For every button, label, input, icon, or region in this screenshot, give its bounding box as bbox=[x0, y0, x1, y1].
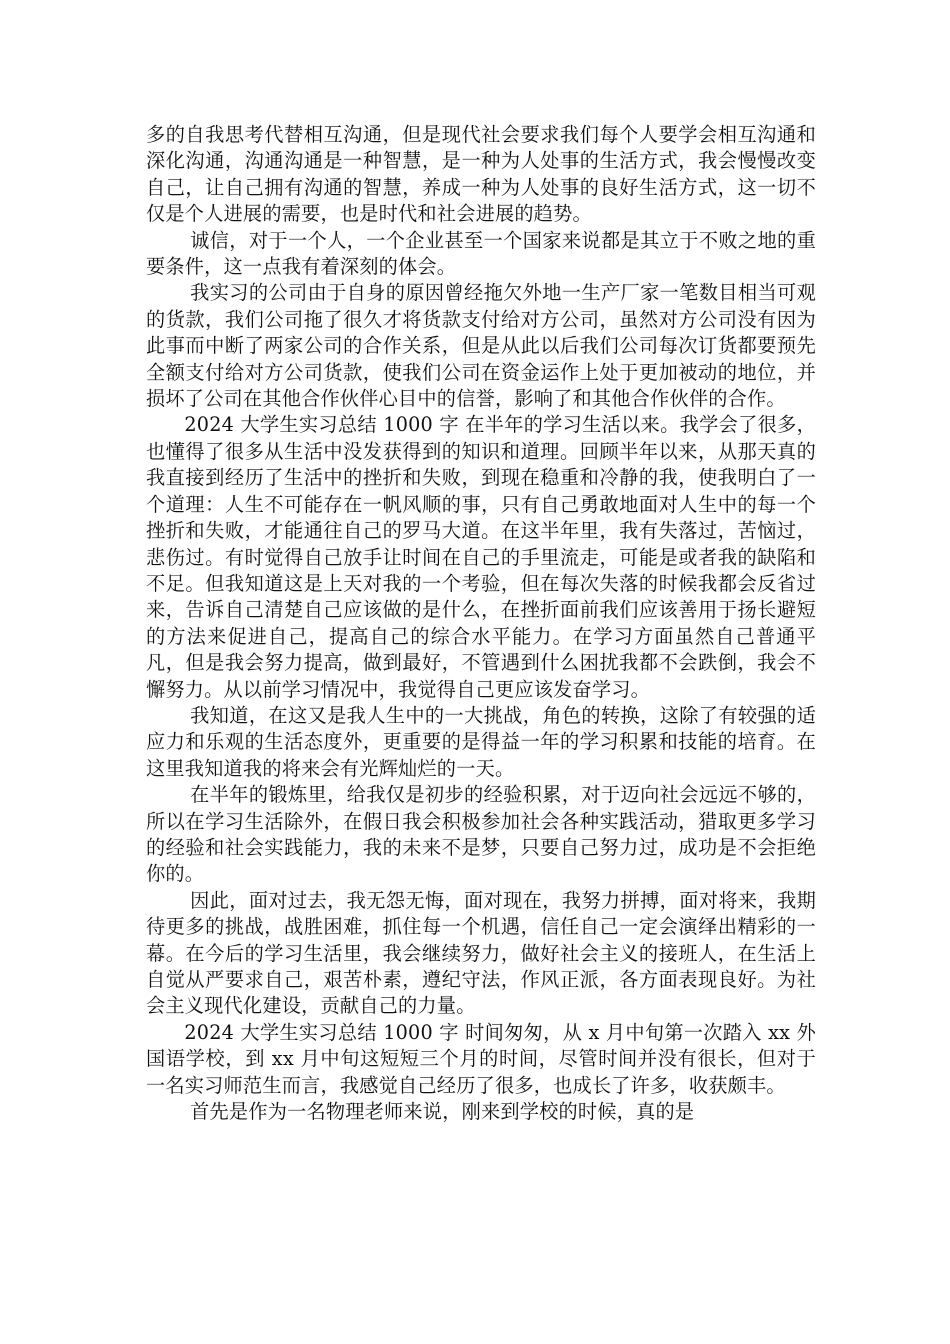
paragraph-summary-half-year: 2024 大学生实习总结 1000 字 在半年的学习生活以来。我学会了很多，也懂得了很多从生活中没发获得到的知识和道理。回顾半年以来，从那天真的我直接到经历了生活中的挫折和失败，到现在稳重和冷静的我，使我明白了一个道理：人生不可能存在一帆风顺的事，只有自己勇敢地面对人生中的每一个挫折和失败，才能通往自己的罗马大道。在这半年里，我有失落过，苦恼过，悲伤过。有时觉得自己放手让时间在自己的手里流走，可能是或者我的缺陷和不足。但我知道这是上天对我的一个考验，但在每次失落的时候我都会反省过来，告诉自己清楚自己应该做的是什么，在挫折面前我们应该善用于扬长避短的方法来促进自己，提高自己的综合水平能力。在学习方面虽然自己普通平凡，但是我会努力提高，做到最好，不管遇到什么困扰我都不会跌倒，我会不懈努力。从以前学习情况中，我觉得自己更应该发奋学习。 bbox=[146, 413, 816, 701]
document-body bbox=[146, 122, 816, 1125]
paragraph-future: 因此，面对过去，我无怨无悔，面对现在，我努力拼搏，面对将来，我期待更多的挑战，战胜困难，抓住每一个机遇，信任自己一定会演绎出精彩的一幕。在今后的学习生活里，我会继续努力，做好社会主义的接班人，在生活上自觉从严要求自己，艰苦朴素，遵纪守法，作风正派，各方面表现良好。为社会主义现代化建设，贡献自己的力量。 bbox=[146, 888, 816, 1018]
paragraph-summary-school: 2024 大学生实习总结 1000 字 时间匆匆，从 x 月中旬第一次踏入 xx 外国语学校，到 xx 月中旬这短短三个月的时间，尽管时间并没有很长，但对于一名实习师范生而言，我感觉自己经历了很多，也成长了许多，收获颇丰。 bbox=[146, 1020, 816, 1097]
paragraph-communication: 多的自我思考代替相互沟通，但是现代社会要求我们每个人要学会相互沟通和深化沟通，沟通沟通是一种智慧，是一种为人处事的生活方式，我会慢慢改变自己，让自己拥有沟通的智慧，养成一种为人处事的良好生活方式，这一切不仅是个人进展的需要，也是时代和社会进展的趋势。 bbox=[146, 123, 816, 226]
paragraph-physics-teacher: 首先是作为一名物理老师来说，刚来到学校的时候，真的是 bbox=[190, 1100, 695, 1124]
paragraph-challenge: 我知道，在这又是我人生中的一大挑战，角色的转换，这除了有较强的适应力和乐观的生活态度外，更重要的是得益一年的学习积累和技能的培育。在这里我知道我的将来会有光辉灿烂的一天。 bbox=[146, 703, 816, 780]
paragraph-integrity: 诚信，对于一个人，一个企业甚至一个国家来说都是其立于不败之地的重要条件，这一点我有着深刻的体会。 bbox=[146, 228, 816, 279]
paragraph-company-payment: 我实习的公司由于自身的原因曾经拖欠外地一生产厂家一笔数目相当可观的货款，我们公司拖了很久才将货款支付给对方公司，虽然对方公司没有因为此事而中断了两家公司的合作关系，但是从此以后我们公司每次订货都要预先全额支付给对方公司货款，使我们公司在资金运作上处于更加被动的地位，并损坏了公司在其他合作伙伴心目中的信誉，影响了和其他合作伙伴的合作。 bbox=[146, 281, 816, 411]
paragraph-experience: 在半年的锻炼里，给我仅是初步的经验积累，对于迈向社会远远不够的，所以在学习生活除外，在假日我会积极参加社会各种实践活动，猎取更多学习的经验和社会实践能力，我的未来不是梦，只要自己努力过，成功是不会拒绝你的。 bbox=[146, 783, 816, 886]
